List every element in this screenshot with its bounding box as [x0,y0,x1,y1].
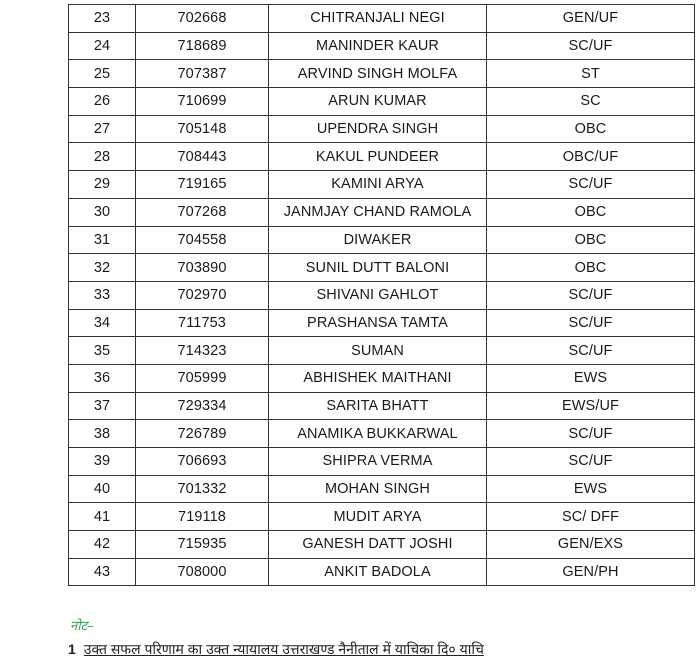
category-cell: EWS [487,475,695,503]
serial-number-cell: 30 [69,198,136,226]
roll-number-cell: 714323 [136,337,269,365]
table-row [69,420,695,448]
results-table [68,4,695,586]
table-row [69,226,695,254]
candidate-name-cell: KAKUL PUNDEER [269,143,487,171]
candidate-name-cell: KAMINI ARYA [269,171,487,199]
roll-number-cell: 726789 [136,420,269,448]
note-item-1 [68,640,700,659]
category-cell: SC [487,88,695,116]
category-cell: SC/UF [487,281,695,309]
candidate-name-cell: GANESH DATT JOSHI [269,531,487,559]
candidate-name-cell: UPENDRA SINGH [269,115,487,143]
serial-number-cell: 32 [69,254,136,282]
category-cell: ST [487,60,695,88]
category-cell: EWS/UF [487,392,695,420]
candidate-name-cell: SHIPRA VERMA [269,448,487,476]
serial-number-cell: 43 [69,558,136,586]
serial-number-cell: 26 [69,88,136,116]
roll-number-cell: 710699 [136,88,269,116]
candidate-name-cell: ABHISHEK MAITHANI [269,364,487,392]
roll-number-cell: 718689 [136,32,269,60]
roll-number-cell: 705148 [136,115,269,143]
table-row [69,143,695,171]
roll-number-cell: 708443 [136,143,269,171]
category-cell: GEN/UF [487,5,695,33]
serial-number-cell: 29 [69,171,136,199]
table-row [69,392,695,420]
roll-number-cell: 704558 [136,226,269,254]
category-cell: SC/ DFF [487,503,695,531]
category-cell: GEN/PH [487,558,695,586]
table-row [69,254,695,282]
table-row [69,88,695,116]
serial-number-cell: 24 [69,32,136,60]
table-row [69,531,695,559]
table-row [69,448,695,476]
serial-number-cell: 33 [69,281,136,309]
note-heading: नोट– [70,619,94,634]
table-row [69,309,695,337]
roll-number-cell: 715935 [136,531,269,559]
candidate-name-cell: MANINDER KAUR [269,32,487,60]
table-row [69,60,695,88]
candidate-name-cell: SHIVANI GAHLOT [269,281,487,309]
table-row [69,475,695,503]
roll-number-cell: 703890 [136,254,269,282]
roll-number-cell: 705999 [136,364,269,392]
candidate-name-cell: ANKIT BADOLA [269,558,487,586]
roll-number-cell: 729334 [136,392,269,420]
category-cell: OBC [487,226,695,254]
roll-number-cell: 706693 [136,448,269,476]
serial-number-cell: 27 [69,115,136,143]
table-row [69,503,695,531]
serial-number-cell: 40 [69,475,136,503]
table-row [69,558,695,586]
category-cell: OBC [487,115,695,143]
candidate-name-cell: SUMAN [269,337,487,365]
note-item-text: उक्त सफल परिणाम का उक्त न्यायालय उत्तराखण्ड नैनीताल में याचिका दि० याचि [83,641,484,657]
serial-number-cell: 34 [69,309,136,337]
roll-number-cell: 707268 [136,198,269,226]
roll-number-cell: 707387 [136,60,269,88]
serial-number-cell: 35 [69,337,136,365]
serial-number-cell: 31 [69,226,136,254]
serial-number-cell: 23 [69,5,136,33]
candidate-name-cell: ARUN KUMAR [269,88,487,116]
note-item-number: 1 [68,641,76,657]
category-cell: OBC [487,254,695,282]
serial-number-cell: 37 [69,392,136,420]
table-row [69,171,695,199]
roll-number-cell: 719118 [136,503,269,531]
roll-number-cell: 719165 [136,171,269,199]
table-row [69,115,695,143]
roll-number-cell: 701332 [136,475,269,503]
category-cell: OBC [487,198,695,226]
roll-number-cell: 702668 [136,5,269,33]
serial-number-cell: 41 [69,503,136,531]
serial-number-cell: 28 [69,143,136,171]
table-row [69,337,695,365]
results-table-body [69,5,695,586]
table-row [69,281,695,309]
category-cell: SC/UF [487,337,695,365]
category-cell: SC/UF [487,309,695,337]
candidate-name-cell: CHITRANJALI NEGI [269,5,487,33]
roll-number-cell: 708000 [136,558,269,586]
candidate-name-cell: JANMJAY CHAND RAMOLA [269,198,487,226]
candidate-name-cell: DIWAKER [269,226,487,254]
candidate-name-cell: MOHAN SINGH [269,475,487,503]
table-row [69,198,695,226]
candidate-name-cell: ARVIND SINGH MOLFA [269,60,487,88]
category-cell: GEN/EXS [487,531,695,559]
category-cell: SC/UF [487,32,695,60]
table-row [69,32,695,60]
candidate-name-cell: ANAMIKA BUKKARWAL [269,420,487,448]
serial-number-cell: 38 [69,420,136,448]
category-cell: SC/UF [487,171,695,199]
candidate-name-cell: MUDIT ARYA [269,503,487,531]
serial-number-cell: 36 [69,364,136,392]
candidate-name-cell: PRASHANSA TAMTA [269,309,487,337]
candidate-name-cell: SARITA BHATT [269,392,487,420]
category-cell: OBC/UF [487,143,695,171]
category-cell: SC/UF [487,448,695,476]
category-cell: SC/UF [487,420,695,448]
serial-number-cell: 39 [69,448,136,476]
category-cell: EWS [487,364,695,392]
table-row [69,5,695,33]
table-row [69,364,695,392]
serial-number-cell: 25 [69,60,136,88]
roll-number-cell: 711753 [136,309,269,337]
serial-number-cell: 42 [69,531,136,559]
candidate-name-cell: SUNIL DUTT BALONI [269,254,487,282]
roll-number-cell: 702970 [136,281,269,309]
